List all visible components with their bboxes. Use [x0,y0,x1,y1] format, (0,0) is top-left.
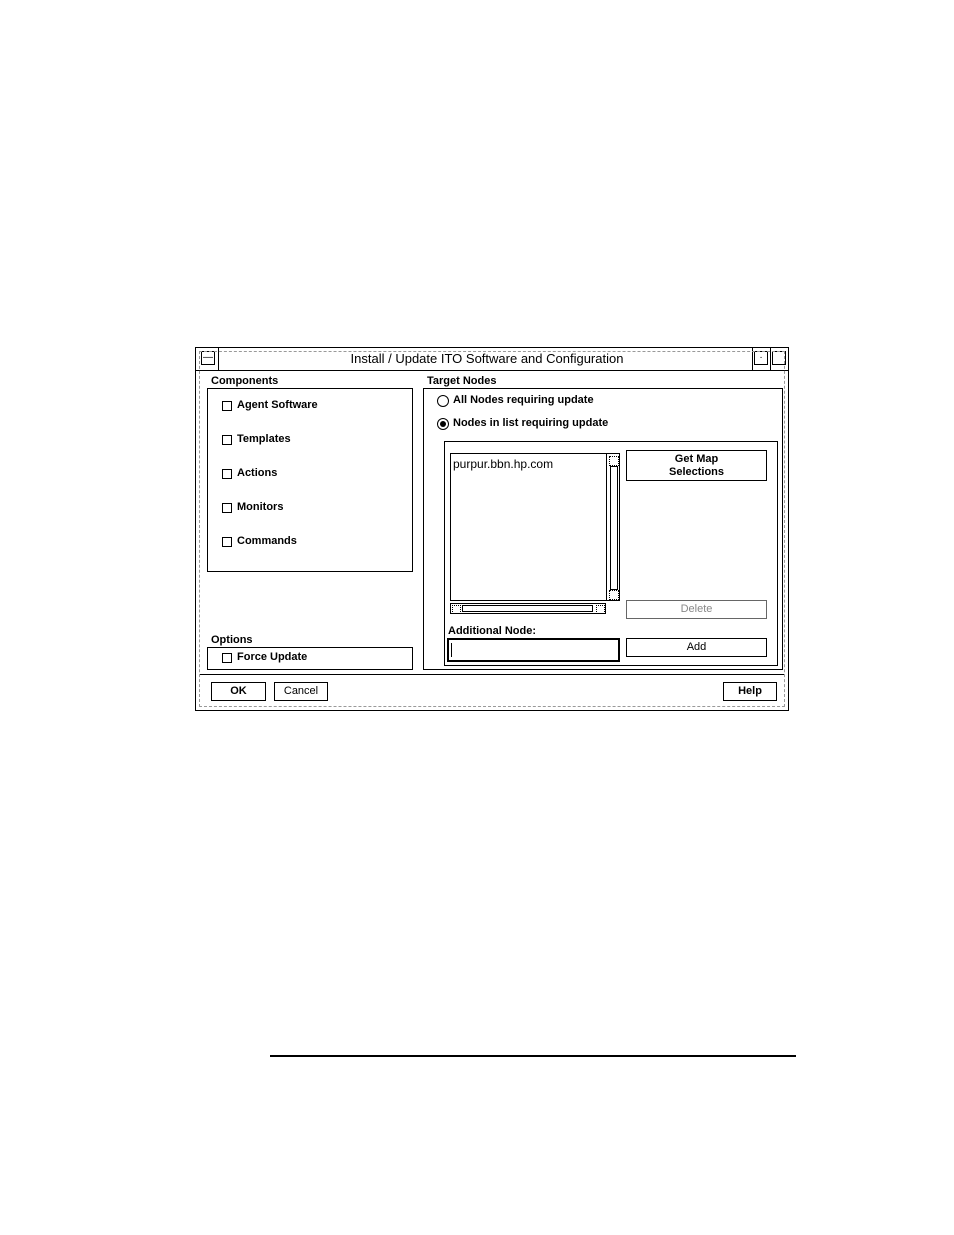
help-button[interactable]: Help [723,682,777,701]
get-map-selections-button[interactable] [626,450,767,481]
scroll-left-icon[interactable] [452,605,461,614]
node-list-group [444,441,778,666]
all-nodes-label: All Nodes requiring update [453,394,594,406]
get-map-label-line2: Selections [668,466,725,478]
monitors-checkbox[interactable] [222,503,232,513]
scroll-up-icon[interactable] [609,456,619,466]
agent-software-checkbox[interactable] [222,401,232,411]
additional-node-input[interactable] [447,638,620,662]
nodes-in-list-radio[interactable] [437,418,449,430]
templates-checkbox[interactable] [222,435,232,445]
add-button[interactable]: Add [626,638,767,657]
options-panel [207,647,413,670]
get-map-label-line1: Get Map [674,453,719,465]
additional-node-label: Additional Node: [448,625,536,637]
cancel-button[interactable]: Cancel [274,682,328,701]
monitors-label: Monitors [237,501,284,513]
agent-software-label: Agent Software [237,399,318,411]
force-update-checkbox[interactable] [222,653,232,663]
title-bar[interactable] [196,348,788,371]
page-footer-rule [270,1055,796,1057]
templates-label: Templates [237,433,291,445]
options-label: Options [211,634,253,646]
vertical-scrollbar[interactable] [606,454,619,600]
window-title: Install / Update ITO Software and Configuration [350,351,624,366]
maximize-button[interactable] [772,351,786,365]
text-cursor-icon [451,643,452,657]
actions-checkbox[interactable] [222,469,232,479]
window-menu-button[interactable] [201,351,215,365]
minimize-icon: · [759,352,763,363]
target-nodes-label: Target Nodes [427,375,497,387]
scroll-down-icon[interactable] [609,590,619,600]
vertical-scroll-thumb[interactable] [610,466,618,590]
components-label: Components [211,375,279,387]
all-nodes-radio[interactable] [437,395,449,407]
delete-button[interactable]: Delete [626,600,767,619]
horizontal-scroll-thumb[interactable] [462,605,593,612]
actions-label: Actions [237,467,278,479]
minimize-button[interactable] [754,351,768,365]
force-update-label: Force Update [237,651,308,663]
node-list-item[interactable]: purpur.bbn.hp.com [453,457,554,471]
window-menu-icon: — [203,352,213,363]
horizontal-scrollbar[interactable] [450,603,606,614]
commands-checkbox[interactable] [222,537,232,547]
scroll-right-icon[interactable] [596,605,605,614]
node-list-box[interactable] [450,453,620,601]
components-panel [207,388,413,572]
target-nodes-panel [423,388,783,670]
install-update-dialog [195,347,789,711]
nodes-in-list-label: Nodes in list requiring update [453,417,609,429]
commands-label: Commands [237,535,297,547]
ok-button[interactable]: OK [211,682,266,701]
